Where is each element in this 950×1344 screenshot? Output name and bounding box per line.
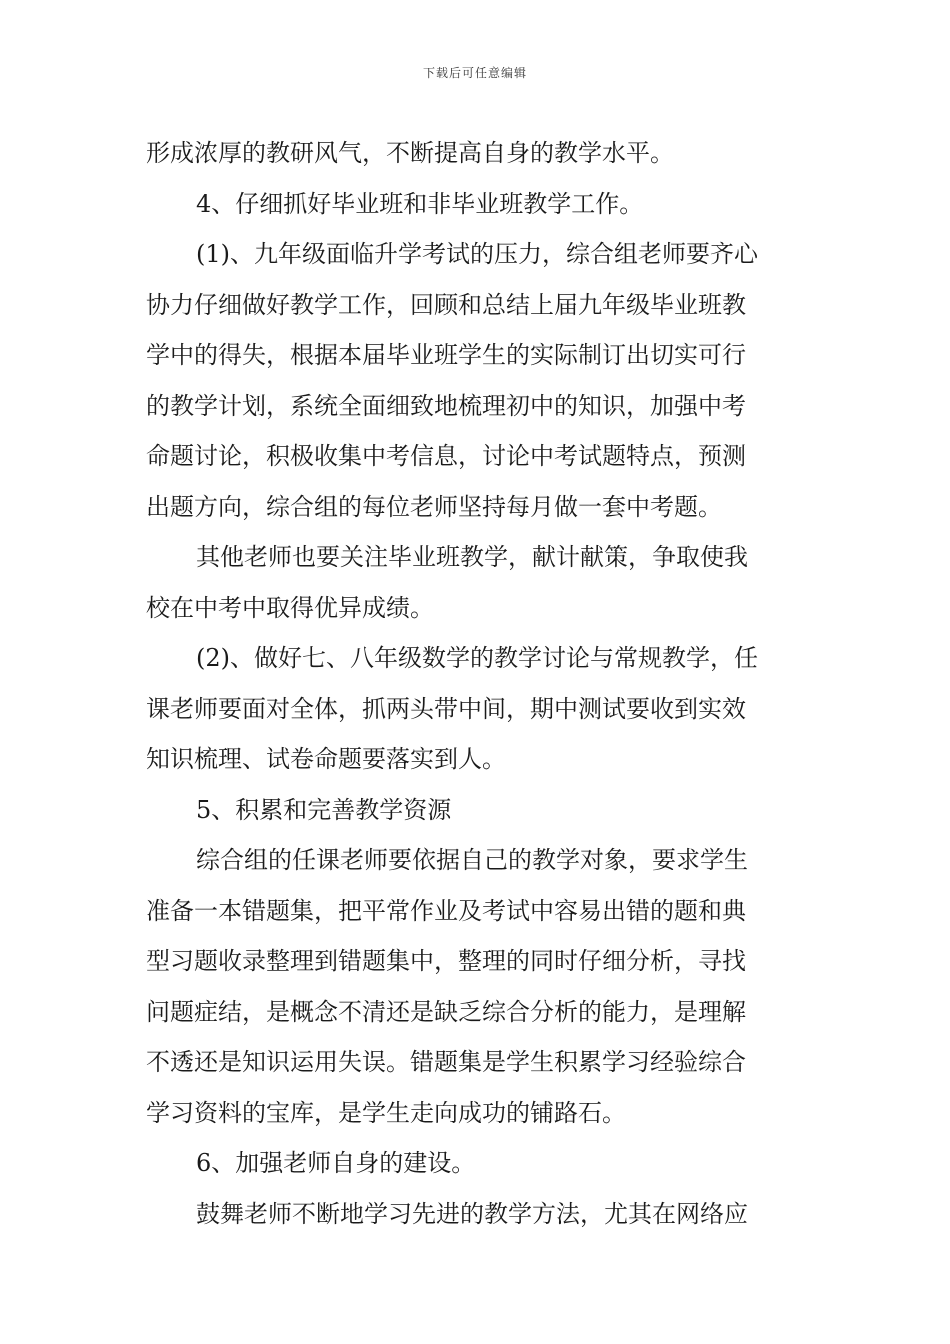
paragraph-start: 其他老师也要关注毕业班教学，献计献策，争取使我 — [196, 543, 748, 571]
paragraph-start: 综合组的任课老师要依据自己的教学对象，要求学生 — [196, 846, 748, 874]
page-header: 下载后可任意编辑 — [422, 66, 527, 80]
paragraph-start: 鼓舞老师不断地学习先进的教学方法，尤其在网络应 — [196, 1199, 748, 1228]
text-line: 形成浓厚的教研风气，不断提高自身的教学水平。 — [146, 139, 674, 167]
section-heading: 4、仔细抓好毕业班和非毕业班教学工作。 — [196, 189, 644, 218]
section-heading: 5、积累和完善教学资源 — [196, 795, 452, 824]
subsection-heading: (2)、做好七、八年级数学的教学讨论与常规教学，任 — [196, 644, 758, 672]
text-line: 的教学计划，系统全面细致地梳理初中的知识，加强中考 — [146, 391, 746, 420]
text-line: 学习资料的宝库，是学生走向成功的铺路石。 — [146, 1098, 626, 1127]
text-line: 出题方向，综合组的每位老师坚持每月做一套中考题。 — [146, 492, 722, 521]
section-heading: 6、加强老师自身的建设。 — [196, 1149, 476, 1177]
text-line: 知识梳理、试卷命题要落实到人。 — [146, 745, 506, 773]
text-line: 问题症结，是概念不清还是缺乏综合分析的能力，是理解 — [146, 997, 746, 1026]
subsection-heading: (1)、九年级面临升学考试的压力，综合组老师要齐心 — [196, 240, 758, 268]
text-line: 学中的得失，根据本届毕业班学生的实际制订出切实可行 — [146, 341, 746, 369]
text-line: 命题讨论，积极收集中考信息，讨论中考试题特点，预测 — [146, 442, 746, 470]
text-line: 型习题收录整理到错题集中，整理的同时仔细分析，寻找 — [146, 947, 746, 975]
text-line: 协力仔细做好教学工作，回顾和总结上届九年级毕业班教 — [146, 290, 746, 319]
text-line: 准备一本错题集，把平常作业及考试中容易出错的题和典 — [146, 896, 746, 925]
text-line: 不透还是知识运用失误。错题集是学生积累学习经验综合 — [146, 1048, 746, 1076]
document-body — [146, 128, 808, 1239]
text-line: 校在中考中取得优异成绩。 — [146, 593, 434, 622]
text-line: 课老师要面对全体，抓两头带中间，期中测试要收到实效 — [146, 694, 746, 723]
